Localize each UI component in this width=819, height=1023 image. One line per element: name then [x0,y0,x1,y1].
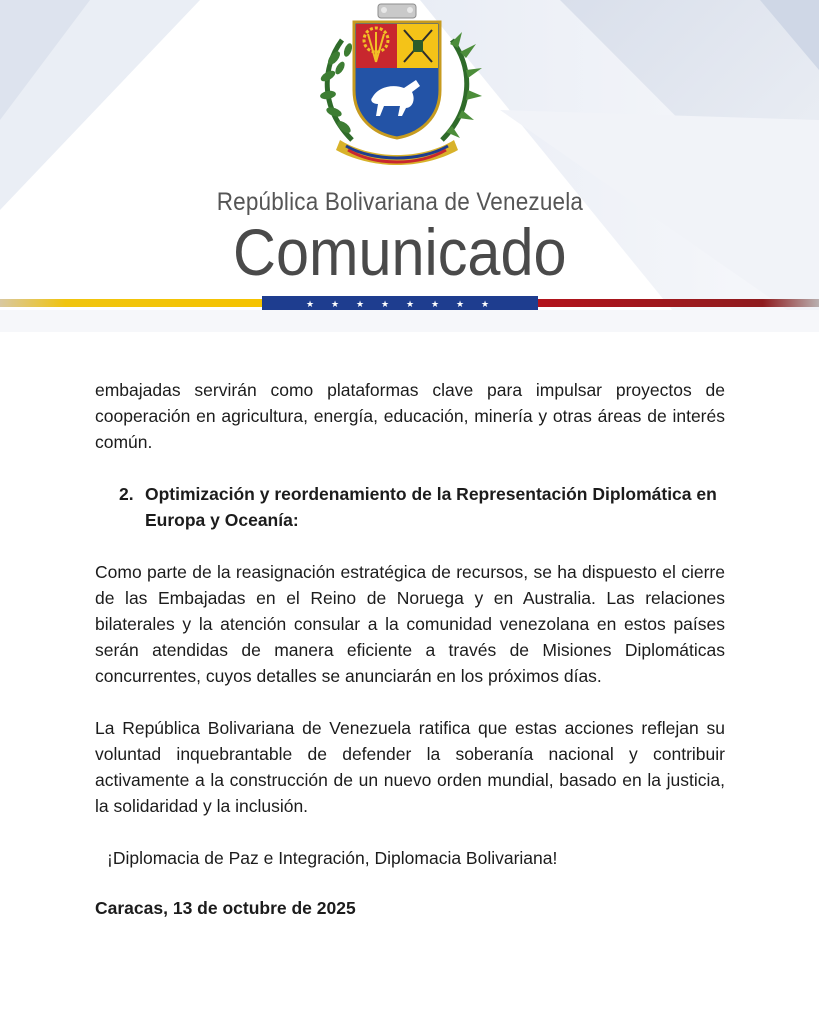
document-body [95,377,725,921]
tricolor-bar [0,296,819,310]
section-heading [95,481,725,533]
svg-text:★: ★ [381,300,390,310]
place-and-date: Caracas, 13 de octubre de 2025 [95,898,356,918]
coat-of-arms-emblem [312,0,482,172]
paragraph-closures: Como parte de la reasignación estratégica de recursos, se ha dispuesto el cierre de las Embajadas en el Reino de Noruega y en Australia. Las relaciones bilaterales y la atención consular a la comunidad venezolana en estos países serán atendidas de manera eficiente a través de Misiones Diplomáticas concurrentes, cuyos detalles se anunciarán en los próximos días. [95,562,725,686]
paragraph-ratification: La República Bolivariana de Venezuela ratifica que estas acciones reflejan su voluntad inquebrantable de defender la soberanía nacional y contribuir activamente a la construcción de un nuevo orden mundial, basado en la justicia, la solidaridad y la inclusión. [95,718,725,816]
svg-text:★: ★ [331,300,340,310]
paragraph-embassies: embajadas servirán como plataformas clave para impulsar proyectos de cooperación en agricultura, energía, educación, minería y otras áreas de interés común. [95,380,725,452]
svg-text:★: ★ [481,300,490,310]
section-number: 2. [119,484,134,504]
republic-name: República Bolivariana de Venezuela [216,188,584,216]
document-title: Comunicado [233,215,567,289]
svg-text:★: ★ [456,300,465,310]
closing-slogan: ¡Diplomacia de Paz e Integración, Diplomacia Bolivariana! [107,848,558,868]
svg-text:★: ★ [306,300,315,310]
svg-text:★: ★ [356,300,365,310]
letterhead [0,0,819,332]
svg-text:★: ★ [431,300,440,310]
svg-text:★: ★ [406,300,415,310]
section-title: Optimización y reordenamiento de la Representación Diplomática en Europa y Oceanía: [145,484,717,530]
